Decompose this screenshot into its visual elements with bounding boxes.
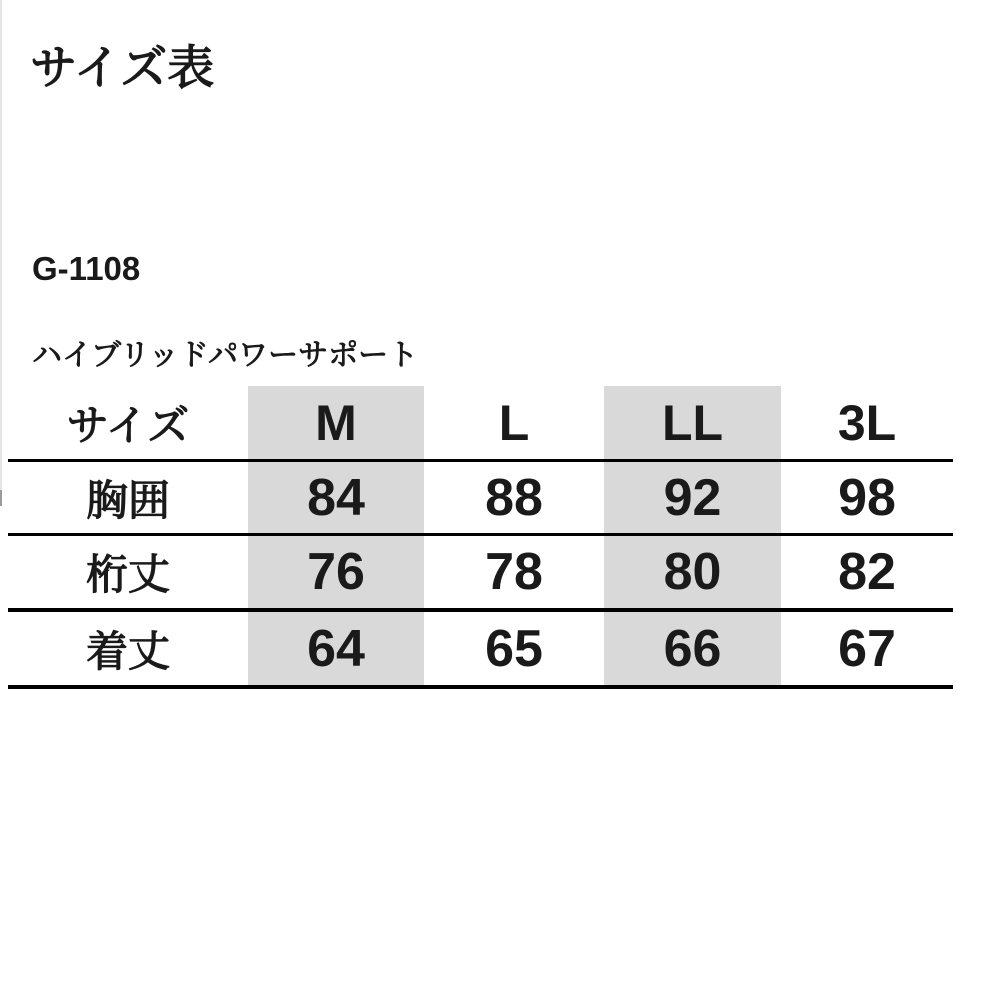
cell-sleeve-m: 76: [248, 536, 424, 608]
table-row-sleeve: [8, 536, 953, 612]
cell-sleeve-l: 78: [485, 543, 543, 601]
cell-sleeve-3l: 82: [838, 543, 896, 601]
cell-length-3l: 67: [838, 619, 896, 678]
cell-chest-m: 84: [248, 462, 424, 533]
size-table-header-row: [8, 386, 953, 462]
cell-length-l: 65: [485, 619, 543, 678]
product-name: ハイブリッドパワーサポート: [32, 339, 419, 372]
table-row-chest: [8, 462, 953, 536]
column-header-l: L: [498, 394, 530, 451]
size-table: [8, 386, 953, 689]
table-row-length: [8, 612, 953, 689]
cell-sleeve-ll: 80: [604, 536, 781, 608]
column-header-ll: LL: [604, 386, 781, 459]
screen-edge-line: [0, 0, 2, 506]
row-label-sleeve: 桁丈: [85, 551, 170, 598]
row-label-chest: 胸囲: [85, 476, 170, 524]
row-label-length: 着丈: [85, 627, 170, 675]
column-header-3l: 3L: [837, 394, 897, 451]
cell-chest-ll: 92: [604, 462, 781, 533]
column-header-size: サイズ: [66, 401, 190, 449]
cell-chest-3l: 98: [838, 468, 896, 527]
screen-edge-line-tip: [0, 490, 2, 506]
cell-length-ll: 66: [604, 612, 781, 685]
product-code: G-1108: [32, 250, 141, 287]
page-title: サイズ表: [30, 41, 215, 94]
column-header-m: M: [248, 386, 424, 459]
cell-length-m: 64: [248, 612, 424, 685]
cell-chest-l: 88: [485, 468, 543, 527]
